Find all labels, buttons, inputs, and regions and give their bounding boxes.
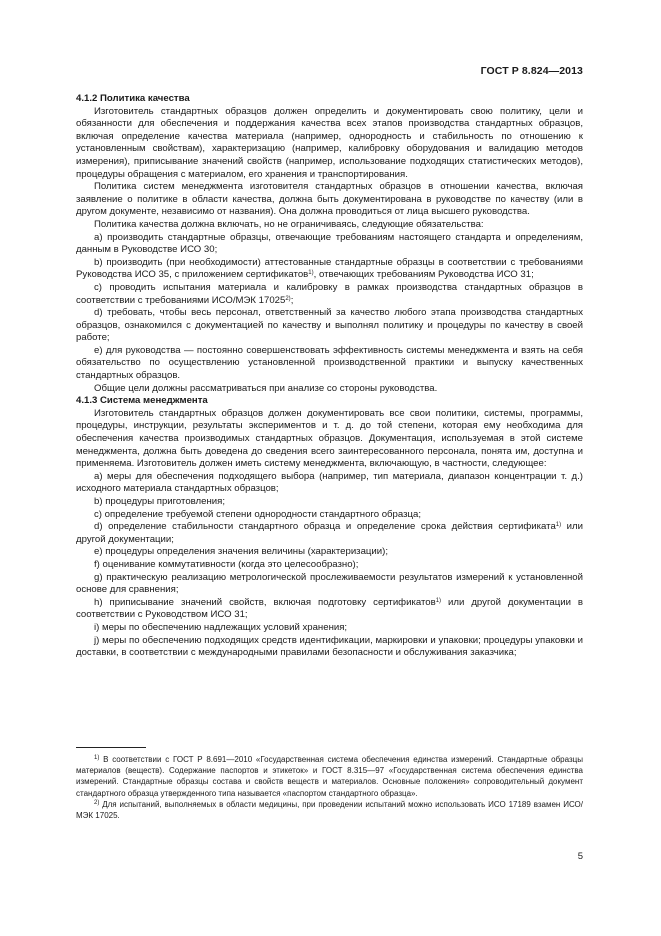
paragraph: Изготовитель стандартных образцов должен документировать все свои политики, системы, программы, процедуры, инструкции, результаты экспериментов и т. д. до той степени, которая ему необходима для обеспечения качества производимых стандартных образцов. Документация, используемая в этой системе менеджмента, должна быть доведена до сведения всего заинтересованного персонала, понята им, доступна и применяема. Изготовитель должен иметь систему менеджмента, включающую, в частности, следующее: bbox=[76, 407, 583, 470]
list-item: с) проводить испытания материала и калибровку в рамках производства стандартных образцов в соответствии с требованиями ИСО/МЭК 17025$^{2)}$; bbox=[76, 281, 583, 306]
section-4-1-3-heading: 4.1.3 Система менеджмента bbox=[76, 395, 208, 407]
paragraph: Политика качества должна включать, но не ограничиваясь, следующие обязательства: bbox=[94, 218, 484, 230]
list-item: b) процедуры приготовления; bbox=[94, 496, 226, 507]
footnote-mark: 2) bbox=[94, 799, 100, 806]
list-item: d) определение стабильности стандартного образца и определение срока действия сертификата$^{1)}$ или другой документации; bbox=[76, 521, 583, 545]
footnote-divider bbox=[76, 747, 146, 748]
footnote-1: $^{1)}$ В соответствии с ГОСТ Р 8.691—2010 «Государственная система обеспечения единства измерений. Стандартные образцы материалов (веществ). Содержание паспортов и этикеток» и ГОСТ 8.315—97 «Государственная система обеспечения единства измерений. Стандартные образцы состава и свойств веществ и материалов. Основные положения» сопроводительный документ стандартного образца утвержденного типа называется «паспортом стандартного образца». bbox=[76, 755, 583, 798]
footnote-ref: 2) bbox=[285, 295, 291, 302]
list-item: f) оценивание коммутативности (когда это целесообразно); bbox=[94, 558, 359, 570]
list-item: h) приписывание значений свойств, включая подготовку сертификатов$^{1)}$ или другой документации в соответствии с Руководством ИСО 31; bbox=[76, 596, 584, 621]
list-item: g) практическую реализацию метрологической прослеживаемости результатов измерений к установленной основе для сравнения; bbox=[76, 571, 583, 596]
paragraph: Изготовитель стандартных образцов должен определить и документировать свою политику, цели и обязанности для обеспечения и поддержания качества всех этапов производства стандартных образцов, включая определение качества материала (например, однородность и стабильность по отношению к установленным свойствам), характеризацию (например, калибровку оборудования и валидацию методов измерения), приписывание значений свойств (например, использование подходящих статистических методов), процедуры обращения с материалом, его хранения и транспортирования. bbox=[76, 105, 583, 180]
main-text bbox=[76, 93, 583, 660]
list-item: j) меры по обеспечению подходящих средств идентификации, маркировки и упаковки; процедуры упаковки и доставки, в соответствии с международными правилами безопасности и обслуживания заказчика; bbox=[76, 634, 583, 659]
paragraph: Общие цели должны рассматриваться при анализе со стороны руководства. bbox=[94, 382, 438, 394]
list-item: i) меры по обеспечению надлежащих условий хранения; bbox=[94, 621, 348, 633]
list-item: b) производить (при необходимости) аттестованные стандартные образцы в соответствии с требованиями Руководства ИСО 35, с приложением сертификатов$^{1)}$, отвечающих требованиям Руководства ИСО 31; bbox=[76, 256, 583, 281]
document-id-header: ГОСТ Р 8.824—2013 bbox=[480, 65, 583, 77]
footnote-ref: 1) bbox=[435, 597, 442, 604]
list-item: е) процедуры определения значения величины (характеризации); bbox=[94, 546, 388, 558]
footnote-ref: 1) bbox=[555, 522, 562, 529]
section-4-1-2-heading: 4.1.2 Политика качества bbox=[76, 93, 190, 104]
list-item: с) определение требуемой степени однородности стандартного образца; bbox=[94, 508, 421, 520]
paragraph: Политика систем менеджмента изготовителя стандартных образцов в отношении качества, включая заявление о политике в области качества, должна быть документирована в руководстве по качеству (или в другом документе, независимо от названия). Она должна проводиться от лица высшего руководства. bbox=[76, 181, 583, 218]
footnote-ref: 1) bbox=[308, 270, 314, 277]
footnotes bbox=[76, 754, 583, 821]
footnote-mark: 1) bbox=[94, 755, 100, 761]
list-item: е) для руководства — постоянно совершенствовать эффективность системы менеджмента и взять на себя обязательство по осуществлению установленной производственной практики и выпуску качественных стандартных образцов. bbox=[76, 344, 583, 382]
footnote-2: $^{2)}$ Для испытаний, выполняемых в области медицины, при проведении испытаний можно использовать ИСО 17189 взамен ИСО/МЭК 17025. bbox=[76, 799, 583, 821]
page-number: 5 bbox=[577, 851, 583, 862]
list-item: d) требовать, чтобы весь персонал, ответственный за качество любого этапа производства стандартных образцов, ознакомился с документацией по качеству и выполнял политику и процедуры по качеству в своей работе; bbox=[76, 307, 583, 344]
list-item: а) меры для обеспечения подходящего выбора (например, тип материала, диапазон концентрации т. д.) исходного материала стандартных образцов; bbox=[76, 470, 583, 495]
list-item: а) производить стандартные образцы, отвечающие требованиям настоящего стандарта и определениям, данным в Руководстве ИСО 30; bbox=[76, 231, 583, 256]
